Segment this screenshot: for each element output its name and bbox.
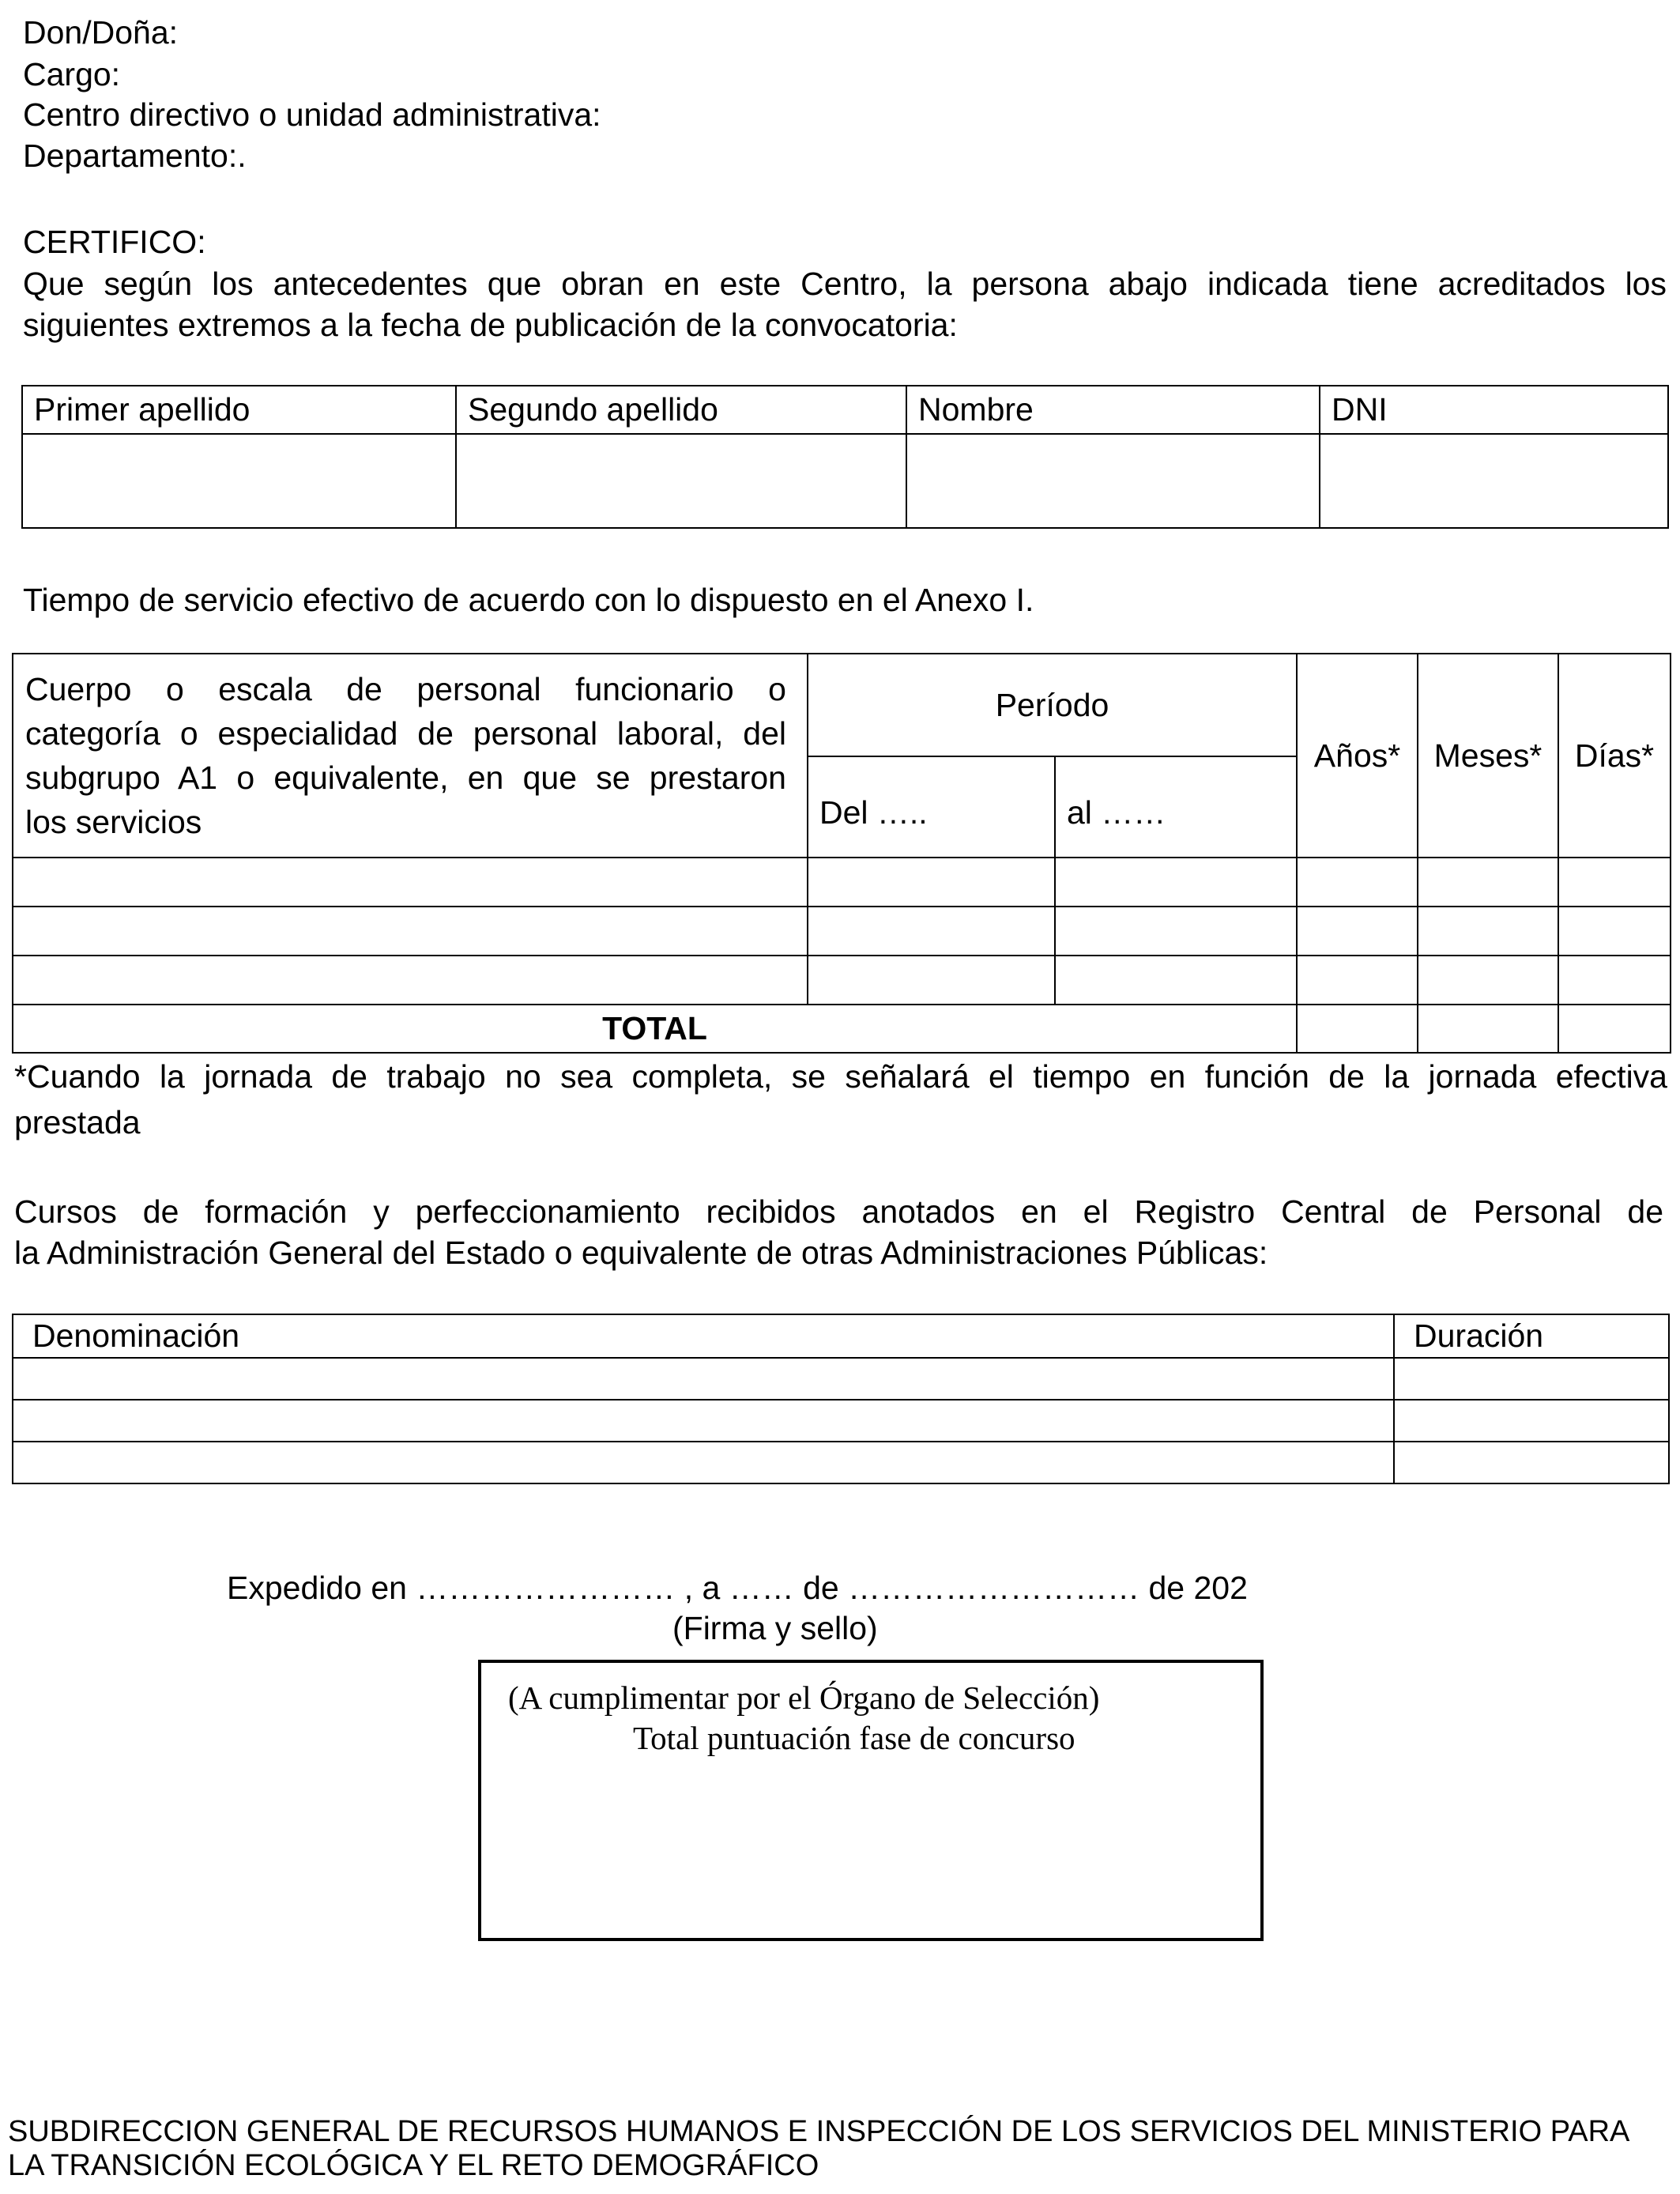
anos-cell[interactable] [1297,907,1418,956]
seleccion-box-line-1: (A cumplimentar por el Órgano de Selección) [508,1679,1100,1716]
segundo-apellido-field[interactable] [456,434,906,528]
al-cell[interactable] [1055,956,1297,1005]
courses-table [12,1314,1670,1484]
meses-cell[interactable] [1418,956,1558,1005]
del-header: Del ….. [808,756,1055,858]
del-cell[interactable] [808,907,1055,956]
cuerpo-cell[interactable] [13,956,808,1005]
cuerpo-line-3: subgrupo A1 o equivalente, en que se prestaron [25,760,786,796]
duracion-cell[interactable] [1394,1358,1669,1400]
denominacion-cell[interactable] [13,1400,1394,1442]
dni-field[interactable] [1320,434,1668,528]
footer-line-2: LA TRANSICIÓN ECOLÓGICA Y EL RETO DEMOGRÁFICO [8,2149,819,2182]
al-cell[interactable] [1055,907,1297,956]
dias-cell[interactable] [1558,858,1671,907]
dias-cell[interactable] [1558,956,1671,1005]
nombre-field[interactable] [906,434,1320,528]
table-row [13,1442,1669,1483]
total-meses-cell[interactable] [1418,1005,1558,1053]
certifico-title: CERTIFICO: [23,224,206,260]
table-row [13,858,1671,907]
cuerpo-cell[interactable] [13,858,808,907]
footnote-line-2: prestada [14,1104,141,1140]
certifico-text-line-2: siguientes extremos a la fecha de publicación de la convocatoria: [23,307,958,343]
denominacion-cell[interactable] [13,1358,1394,1400]
seleccion-box [478,1660,1264,1941]
seleccion-box-line-2: Total puntuación fase de concurso [633,1720,1075,1756]
al-header: al …… [1055,756,1297,858]
cuerpo-cell[interactable] [13,907,808,956]
dias-cell[interactable] [1558,907,1671,956]
duracion-cell[interactable] [1394,1442,1669,1483]
duracion-header: Duración [1394,1314,1669,1358]
meses-cell[interactable] [1418,858,1558,907]
departamento-label: Departamento:. [23,138,247,174]
cuerpo-line-2: categoría o especialidad de personal laboral, del [25,715,786,752]
table-row [13,1400,1669,1442]
dni-header: DNI [1320,386,1668,434]
cuerpo-escala-header [13,654,808,858]
anos-cell[interactable] [1297,858,1418,907]
don-dona-label: Don/Doña: [23,14,179,51]
primer-apellido-header: Primer apellido [22,386,456,434]
footnote-line-1: *Cuando la jornada de trabajo no sea completa, se señalará el tiempo en función de la jornada efectiva [14,1058,1667,1095]
anos-header: Años* [1297,654,1418,858]
al-cell[interactable] [1055,858,1297,907]
nombre-header: Nombre [906,386,1320,434]
dias-header: Días* [1558,654,1671,858]
centro-label: Centro directivo o unidad administrativa: [23,96,601,133]
meses-header: Meses* [1418,654,1558,858]
service-table [12,653,1671,1054]
denominacion-header: Denominación [13,1314,1394,1358]
courses-intro-line-1: Cursos de formación y perfeccionamiento recibidos anotados en el Registro Central de Personal de [14,1193,1663,1230]
meses-cell[interactable] [1418,907,1558,956]
primer-apellido-field[interactable] [22,434,456,528]
table-row [13,907,1671,956]
del-cell[interactable] [808,858,1055,907]
certifico-text-line-1: Que según los antecedentes que obran en este Centro, la persona abajo indicada tiene acreditados los [23,266,1667,302]
courses-intro-line-2: la Administración General del Estado o equivalente de otras Administraciones Públicas: [14,1235,1268,1271]
periodo-header: Período [808,654,1297,756]
expedido-line: Expedido en …………………… , a …… de ……………………… de 202 [227,1570,1248,1606]
total-anos-cell[interactable] [1297,1005,1418,1053]
service-intro: Tiempo de servicio efectivo de acuerdo con lo dispuesto en el Anexo I. [23,582,1034,618]
duracion-cell[interactable] [1394,1400,1669,1442]
total-dias-cell[interactable] [1558,1005,1671,1053]
cuerpo-line-4: los servicios [25,804,202,840]
denominacion-cell[interactable] [13,1442,1394,1483]
footer-line-1: SUBDIRECCION GENERAL DE RECURSOS HUMANOS E INSPECCIÓN DE LOS SERVICIOS DEL MINISTERIO PARA [8,2115,1630,2148]
cuerpo-line-1: Cuerpo o escala de personal funcionario o [25,671,786,707]
del-cell[interactable] [808,956,1055,1005]
cargo-label: Cargo: [23,56,121,92]
total-label: TOTAL [13,1005,1297,1053]
table-row [13,956,1671,1005]
anos-cell[interactable] [1297,956,1418,1005]
table-row [13,1358,1669,1400]
firma-y-sello: (Firma y sello) [672,1610,878,1646]
segundo-apellido-header: Segundo apellido [456,386,906,434]
person-table [21,385,1669,529]
